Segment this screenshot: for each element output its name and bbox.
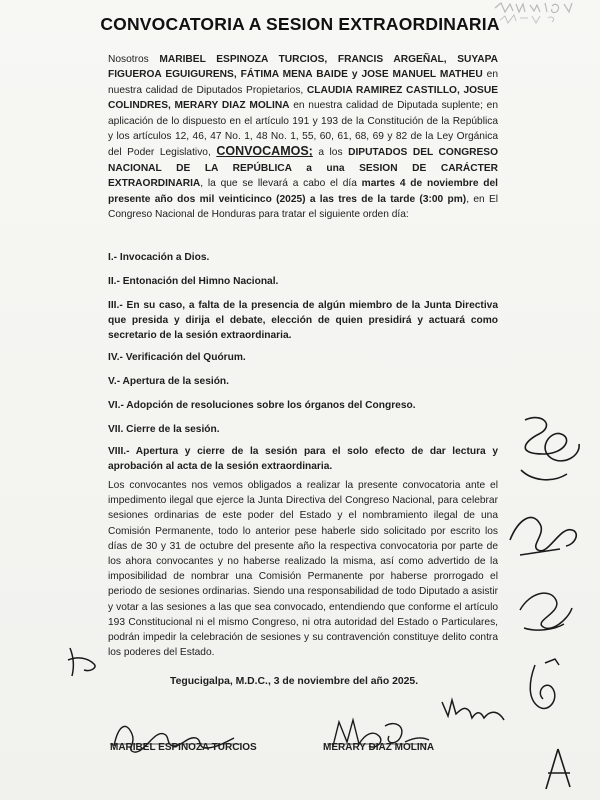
margin-signature-3 [510, 580, 580, 640]
margin-signature-4 [515, 655, 575, 725]
intro-text-6: , en El Congreso Nacional de Honduras para tratar el siguiente orden día: [108, 193, 498, 221]
document-title: CONVOCATORIA A SESION EXTRAORDINARIA [100, 14, 500, 34]
agenda-item: VII. Cierre de la sesión. [108, 424, 220, 435]
left-margin-mark [62, 640, 102, 680]
margin-signature-2 [500, 500, 585, 570]
convocamos-word: CONVOCAMOS; [216, 144, 313, 159]
convocados: DIPUTADOS DEL CONGRESO NACIONAL DE LA REPÚBLICA a una SESION DE CARÁCTER EXTRAORDINARIA [108, 147, 498, 190]
margin-signature-5 [538, 745, 578, 795]
convocantes-propietarios: MARIBEL ESPINOZA TURCIOS, FRANCIS ARGEÑAL, SUYAPA FIGUEROA EGUIGURENS, FÁTIMA MENA BAIDE y JOSE MANUEL MATHEU [108, 54, 498, 81]
session-date: martes 4 de noviembre del presente año dos mil veinticinco (2025) a las tres de la tarde (3:00 pm) [108, 178, 498, 205]
agenda-item: VIII.- Apertura y cierre de la sesión para el solo efecto de dar lectura y aprobación al acta de la sesión extraordinaria. [108, 446, 498, 473]
agenda-item: IV.- Verificación del Quórum. [108, 352, 246, 363]
agenda-item: II.- Entonación del Himno Nacional. [108, 276, 279, 287]
left-signatory-name: MARIBEL ESPINOZA TURCIOS [110, 742, 257, 753]
intro-text-4: a los [312, 147, 349, 159]
place-date-line: Tegucigalpa, M.D.C., 3 de noviembre del año 2025. [170, 676, 419, 687]
intro-text-3: en nuestra calidad de Diputada suplente; en aplicación de lo dispuesto en el artículo 191 y 193 de la Constitución de la República y los artículos 12, 46, 47 No. 1, 48 No. 1, 55, 60, 61, 68, 69 y 82 de la Ley Orgánica del Poder Legislativo, [108, 100, 498, 159]
intro-text-5: , la que se llevará a cabo el día [200, 178, 362, 190]
intro-paragraph [108, 52, 498, 222]
date-signature [438, 694, 518, 724]
agenda-item: V.- Apertura de la sesión. [108, 376, 229, 387]
margin-signature-1 [505, 410, 585, 500]
right-signatory-name: MERARY DIAZ MOLINA [323, 742, 435, 753]
convocantes-suplentes: CLAUDIA RAMIREZ CASTILLO, JOSUE COLINDRES, MERARY DIAZ MOLINA [108, 84, 498, 112]
agenda-item: VI.- Adopción de resoluciones sobre los órganos del Congreso. [108, 400, 416, 411]
intro-text-1: Nosotros [108, 54, 160, 65]
agenda-item: I.- Invocación a Dios. [108, 252, 210, 263]
closing-paragraph: Los convocantes nos vemos obligados a realizar la presente convocatoria ante el impedimento ilegal que ejerce la Junta Directiva del Congreso Nacional, para celebrar sesiones ordinarias de este poder del Estado y el nombramiento ilegal de una Comisión Permanente, todo lo anterior pese haberle sido solicitado por escrito los días de 30 y 31 de octubre del presente año la respectiva convocatoria por parte de los ahora convocantes y no haberse realizado la misma, así como advertido de la imposibilidad de nombrar una Comisión Permanente por haberse prorrogado el periodo de sesiones ordinarias. Siendo una responsabilidad de todo Diputado a asistir y votar a las sesiones a las que sea convocado, entendiendo que conforme el artículo 193 Constitucional ni el mismo Congreso, ni otra autoridad del Estado o Particulares, podrán impedir la celebración de sesiones y su contravención constituye delito contra los poderes del Estado. [108, 480, 498, 659]
agenda-item: III.- En su caso, a falta de la presencia de algún miembro de la Junta Directiva que presida y dirija el debate, elección de quien presidirá y actuará como secretario de la sesión extraordinaria. [108, 300, 498, 342]
intro-text-2: en nuestra calidad de Diputados Propietarios, [108, 69, 498, 96]
